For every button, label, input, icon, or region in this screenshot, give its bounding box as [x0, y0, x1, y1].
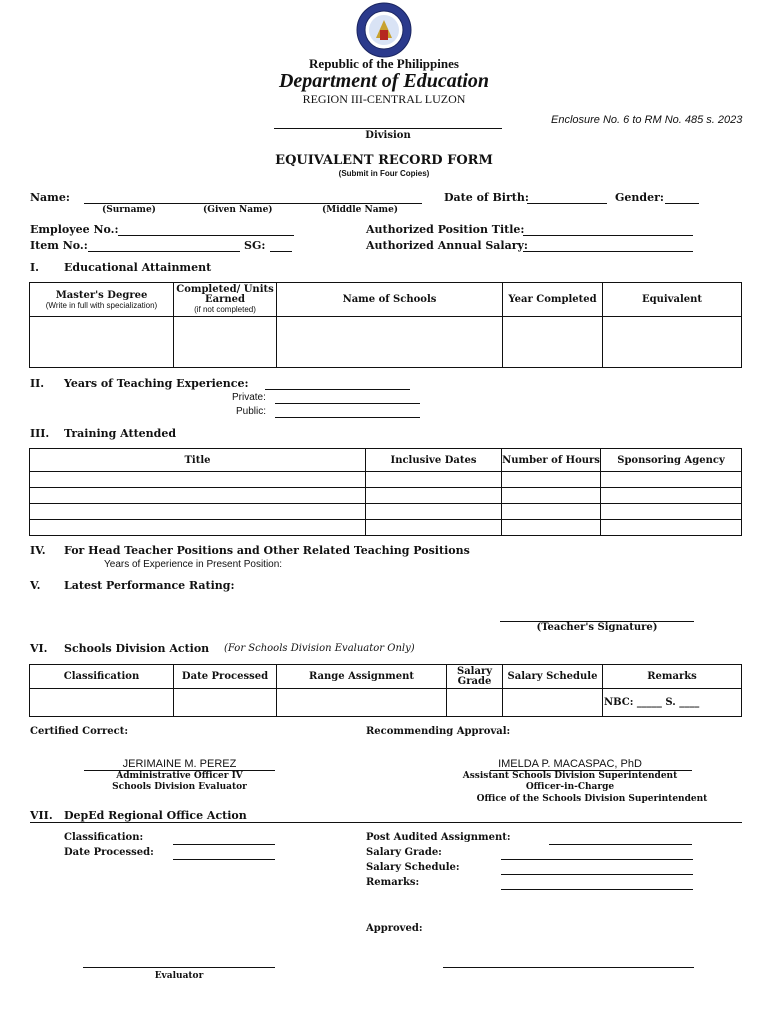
training-table — [29, 448, 742, 536]
section4-number: IV. — [30, 544, 46, 557]
salary-field[interactable] — [523, 251, 693, 252]
deped-seal — [356, 2, 412, 58]
form-subtitle: (Submit in Four Copies) — [338, 169, 430, 178]
recommending-approval-label: Recommending Approval: — [366, 726, 511, 737]
officer2-name: IMELDA P. MACASPAC, PhD — [498, 758, 642, 770]
section2-number: II. — [30, 377, 45, 390]
table-row — [30, 504, 742, 520]
section7-title: DepEd Regional Office Action — [64, 809, 247, 822]
cell-year-completed[interactable] — [503, 317, 603, 368]
header-number-of-hours: Number of Hours — [502, 449, 601, 472]
date-processed-field[interactable] — [173, 859, 275, 860]
republic-text: Republic of the Philippines — [309, 56, 459, 71]
public-field[interactable] — [275, 417, 420, 418]
section3-title: Training Attended — [64, 427, 177, 440]
header-remarks: Remarks — [603, 665, 742, 689]
cell-remarks-nbc[interactable]: NBC: _____ S. ____ — [603, 689, 742, 717]
header-masters-degree: Master's Degree (Write in full with specialization) — [30, 283, 174, 317]
header-range-assignment: Range Assignment — [277, 665, 447, 689]
approved-label: Approved: — [366, 923, 423, 934]
division-label: Division — [365, 130, 411, 141]
public-label: Public: — [236, 406, 267, 417]
given-name-caption: (Given Name) — [203, 205, 273, 215]
date-processed-label: Date Processed: — [64, 847, 154, 858]
salary-label: Authorized Annual Salary: — [366, 239, 528, 252]
cell-equivalent[interactable] — [603, 317, 742, 368]
private-label: Private: — [232, 392, 266, 403]
section5-title: Latest Performance Rating: — [64, 579, 235, 592]
section7-divider — [30, 822, 742, 823]
section2-title: Years of Teaching Experience: — [64, 377, 249, 390]
section4-title: For Head Teacher Positions and Other Related Teaching Positions — [64, 544, 470, 557]
employee-no-label: Employee No.: — [30, 223, 119, 236]
position-title-label: Authorized Position Title: — [366, 223, 525, 236]
table-row — [30, 488, 742, 504]
header-year-completed: Year Completed — [503, 283, 603, 317]
table-row — [30, 520, 742, 536]
header-name-of-schools: Name of Schools — [277, 283, 503, 317]
section6-title: Schools Division Action — [64, 642, 210, 655]
section1-number: I. — [30, 261, 39, 274]
cell-masters-degree[interactable] — [30, 317, 174, 368]
department-title: Department of Education — [278, 70, 489, 92]
educational-attainment-table — [29, 282, 742, 368]
surname-caption: (Surname) — [102, 205, 156, 215]
name-field[interactable] — [84, 203, 422, 204]
section6-number: VI. — [30, 642, 48, 655]
enclosure-note: Enclosure No. 6 to RM No. 485 s. 2023 — [551, 114, 743, 126]
header-classification: Classification — [30, 665, 174, 689]
cell-salary-schedule[interactable] — [503, 689, 603, 717]
salary-schedule-field[interactable] — [501, 874, 693, 875]
header-equivalent: Equivalent — [603, 283, 742, 317]
cell-classification[interactable] — [30, 689, 174, 717]
officer1-title2: Schools Division Evaluator — [112, 782, 247, 792]
header-salary-schedule: Salary Schedule — [503, 665, 603, 689]
table-row — [30, 472, 742, 488]
section4-sub: Years of Experience in Present Position: — [104, 559, 283, 570]
officer1-title1: Administrative Officer IV — [116, 771, 243, 781]
header-inclusive-dates: Inclusive Dates — [366, 449, 502, 472]
remarks-field[interactable] — [501, 889, 693, 890]
dob-label: Date of Birth: — [444, 191, 529, 204]
middle-name-caption: (Middle Name) — [322, 205, 399, 215]
classification-label: Classification: — [64, 832, 144, 843]
remarks-label: Remarks: — [366, 877, 420, 888]
salary-grade-field[interactable] — [501, 859, 693, 860]
private-field[interactable] — [275, 403, 420, 404]
region-text: REGION III-CENTRAL LUZON — [302, 92, 466, 106]
cell-units-earned[interactable] — [174, 317, 277, 368]
classification-field[interactable] — [173, 844, 275, 845]
header-date-processed: Date Processed — [174, 665, 277, 689]
officer1-name: JERIMAINE M. PEREZ — [122, 758, 237, 770]
header-title: Title — [30, 449, 366, 472]
salary-grade-label: Salary Grade: — [366, 847, 442, 858]
cell-date-processed[interactable] — [174, 689, 277, 717]
item-no-field[interactable] — [88, 251, 240, 252]
item-no-label: Item No.: — [30, 239, 88, 252]
officer2-title2: Officer-in-Charge — [525, 782, 615, 792]
gender-field[interactable] — [665, 203, 699, 204]
cell-name-of-schools[interactable] — [277, 317, 503, 368]
header-sponsoring-agency: Sponsoring Agency — [601, 449, 742, 472]
sg-field[interactable] — [270, 251, 292, 252]
form-title: EQUIVALENT RECORD FORM — [275, 153, 493, 168]
post-audited-label: Post Audited Assignment: — [366, 832, 511, 843]
header-units-earned: Completed/ Units Earned (if not completed) — [174, 283, 277, 317]
approver-signature-line[interactable] — [443, 967, 694, 968]
certified-correct-label: Certified Correct: — [30, 726, 129, 737]
teaching-experience-field[interactable] — [265, 389, 410, 390]
salary-schedule-label: Salary Schedule: — [366, 862, 460, 873]
position-title-field[interactable] — [523, 235, 693, 236]
officer2-title3: Office of the Schools Division Superintendent — [476, 794, 708, 804]
post-audited-field[interactable] — [549, 844, 692, 845]
section1-title: Educational Attainment — [64, 261, 212, 274]
evaluator-signature-line[interactable] — [83, 967, 275, 968]
cell-salary-grade[interactable] — [447, 689, 503, 717]
section6-note: (For Schools Division Evaluator Only) — [224, 643, 415, 654]
officer2-title1: Assistant Schools Division Superintendent — [462, 771, 678, 781]
section3-number: III. — [30, 427, 50, 440]
sg-label: SG: — [244, 239, 266, 252]
dob-field[interactable] — [527, 203, 607, 204]
gender-label: Gender: — [615, 191, 664, 204]
employee-no-field[interactable] — [118, 235, 294, 236]
cell-range-assignment[interactable] — [277, 689, 447, 717]
name-label: Name: — [30, 191, 70, 204]
section5-number: V. — [30, 579, 41, 592]
division-action-table — [29, 664, 742, 717]
header-salary-grade: Salary Grade — [447, 665, 503, 689]
teacher-signature-caption: (Teacher's Signature) — [536, 622, 658, 633]
evaluator-caption: Evaluator — [154, 971, 204, 981]
section7-number: VII. — [30, 809, 53, 822]
